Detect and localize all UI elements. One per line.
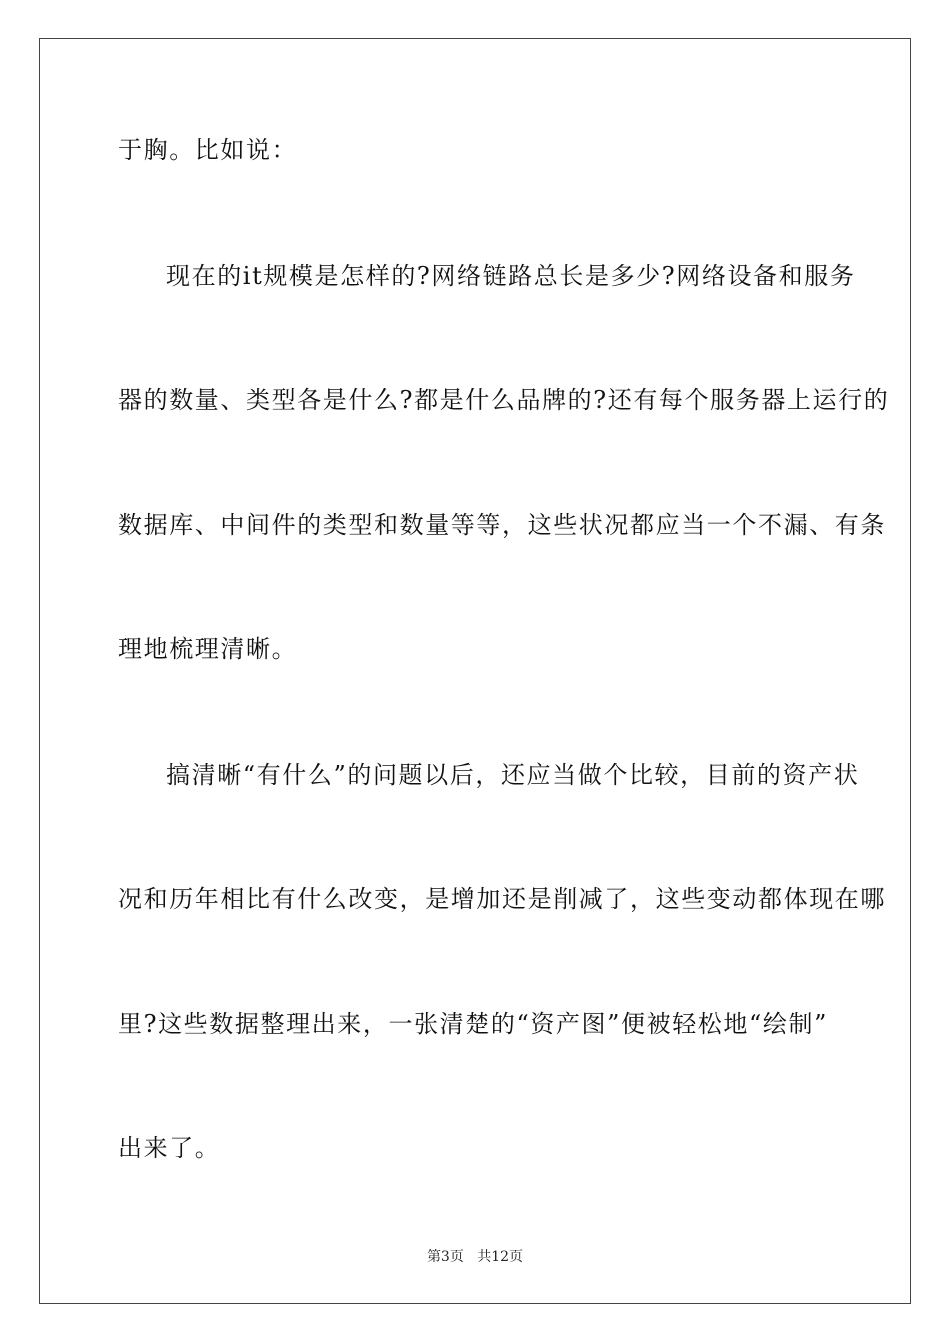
page-footer bbox=[0, 1248, 950, 1266]
total-pages: 共12页 bbox=[477, 1249, 524, 1265]
text-line-4: 数据库、中间件的类型和数量等等，这些状况都应当一个不漏、有条 bbox=[118, 511, 886, 539]
text-line-2: 现在的it规模是怎样的?网络链路总长是多少?网络设备和服务 bbox=[166, 262, 856, 290]
page-border bbox=[39, 38, 911, 1304]
text-line-5: 理地梳理清晰。 bbox=[118, 635, 298, 663]
text-line-6: 搞清晰“有什么”的问题以后，还应当做个比较，目前的资产状 bbox=[166, 761, 860, 789]
text-line-8: 里?这些数据整理出来，一张清楚的“资产图”便被轻松地“绘制” bbox=[118, 1010, 828, 1038]
text-line-1: 于胸。比如说： bbox=[118, 136, 298, 164]
text-line-7: 况和历年相比有什么改变，是增加还是削减了，这些变动都体现在哪 bbox=[118, 885, 886, 913]
text-line-9: 出来了。 bbox=[118, 1134, 221, 1162]
text-line-3: 器的数量、类型各是什么?都是什么品牌的?还有每个服务器上运行的 bbox=[118, 386, 890, 414]
page-number: 第3页 bbox=[426, 1249, 464, 1265]
